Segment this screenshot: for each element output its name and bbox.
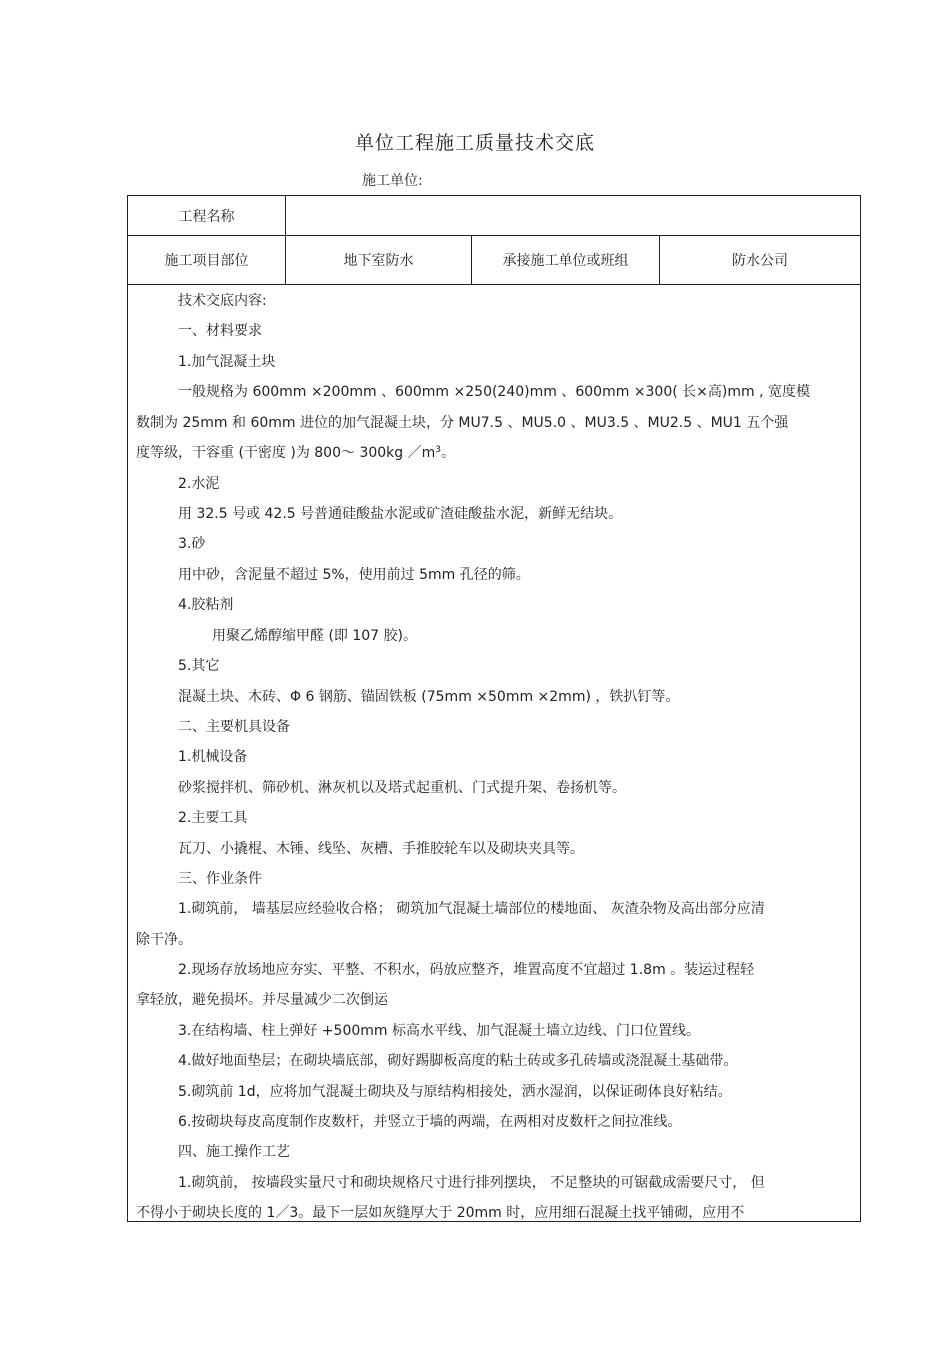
paragraph-text: 度等级，干容重 (干密度 )为 800～ 300kg ／m xyxy=(136,445,436,461)
subsection-heading: 2.主要工具 xyxy=(178,810,248,826)
paragraph-line: 2.现场存放场地应夯实、平整、不积水，码放应整齐，堆置高度不宜超过 1.8m 。装运过程轻 xyxy=(178,962,755,978)
subsection-heading: 1.机械设备 xyxy=(178,749,248,765)
paragraph-line: 5.砌筑前 1d，应将加气混凝土砌块及与原结构相接处，洒水湿润，以保证砌体良好粘结。 xyxy=(178,1084,732,1100)
paragraph-line: 1.砌筑前， 墙基层应经验收合格； 砌筑加气混凝土墙部位的楼地面、 灰渣杂物及高出部分应清 xyxy=(178,901,765,917)
paragraph-line: 数制为 25mm 和 60mm 进位的加气混凝土块，分 MU7.5 、MU5.0 、MU3.5 、MU2.5 、MU1 五个强 xyxy=(136,415,789,431)
subsection-heading: 4.胶粘剂 xyxy=(178,597,234,613)
project-part-row xyxy=(128,236,860,285)
section-heading: 三、作业条件 xyxy=(178,871,262,887)
subsection-heading: 5.其它 xyxy=(178,658,220,674)
project-name-label: 工程名称 xyxy=(128,196,286,235)
section-heading: 四、施工操作工艺 xyxy=(178,1144,290,1160)
paragraph-line xyxy=(136,443,852,463)
project-part-label: 施工项目部位 xyxy=(128,236,286,284)
subsection-heading: 1.加气混凝土块 xyxy=(178,354,276,370)
paragraph-line: 4.做好地面垫层；在砌块墙底部，砌好踢脚板高度的粘土砖或多孔砖墙或浇混凝土基础带。 xyxy=(178,1053,738,1069)
paragraph-line: 砂浆搅拌机、筛砂机、淋灰机以及塔式起重机、门式提升架、卷扬机等。 xyxy=(178,780,626,796)
paragraph-line: 用中砂，含泥量不超过 5%，使用前过 5mm 孔径的筛。 xyxy=(178,567,530,583)
paragraph-line: 混凝土块、木砖、Φ 6 钢筋、锚固铁板 (75mm ×50mm ×2mm) ，铁扒钉等。 xyxy=(178,689,680,705)
paragraph-line: 3.在结构墙、柱上弹好 +500mm 标高水平线、加气混凝土墙立边线、门口位置线。 xyxy=(178,1023,700,1039)
construction-unit-label: 施工单位: xyxy=(362,173,423,189)
project-name-row xyxy=(128,196,860,236)
paragraph-text: 。 xyxy=(440,445,455,461)
paragraph-line: 6.按砌块每皮高度制作皮数杆，并竖立于墙的两端，在两相对皮数杆之间拉准线。 xyxy=(178,1114,682,1130)
section-heading: 二、主要机具设备 xyxy=(178,719,290,735)
project-name-value xyxy=(286,196,860,235)
paragraph-line: 瓦刀、小撬棍、木锤、线坠、灰槽、手推胶轮车以及砌块夹具等。 xyxy=(178,841,584,857)
paragraph-line: 用聚乙烯醇缩甲醛 (即 107 胶)。 xyxy=(212,628,417,644)
content-heading: 技术交底内容: xyxy=(178,293,267,309)
document-title: 单位工程施工质量技术交底 xyxy=(354,132,595,154)
paragraph-line: 不得小于砌块长度的 1／3。最下一层如灰缝厚大于 20mm 时，应用细石混凝土找平铺砌，应用不 xyxy=(136,1205,745,1221)
superscript: 3 xyxy=(435,445,441,455)
subsection-heading: 2.水泥 xyxy=(178,476,220,492)
paragraph-line: 1.砌筑前， 按墙段实量尺寸和砌块规格尺寸进行排列摆块， 不足整块的可锯截成需要尺寸， 但 xyxy=(178,1175,765,1191)
contractor-value: 防水公司 xyxy=(732,253,788,269)
disclosure-content xyxy=(128,285,860,1221)
contractor-label: 承接施工单位或班组 xyxy=(472,236,660,284)
paragraph-line: 一般规格为 600mm ×200mm 、600mm ×250(240)mm 、600mm ×300( 长×高)mm , 宽度模 xyxy=(178,384,810,400)
paragraph-line: 除干净。 xyxy=(136,932,192,948)
subsection-heading: 3.砂 xyxy=(178,536,206,552)
disclosure-table xyxy=(127,195,861,1222)
paragraph-line: 用 32.5 号或 42.5 号普通硅酸盐水泥或矿渣硅酸盐水泥，新鲜无结块。 xyxy=(178,506,623,522)
project-part-value: 地下室防水 xyxy=(286,236,472,284)
paragraph-line: 拿轻放，避免损坏。并尽量减少二次倒运 xyxy=(136,992,388,1008)
section-heading: 一、材料要求 xyxy=(178,323,262,339)
